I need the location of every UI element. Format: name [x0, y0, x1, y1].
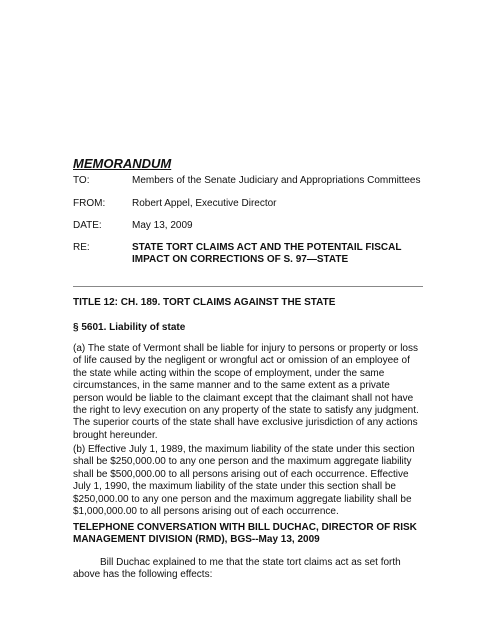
from-label: FROM: [73, 198, 106, 209]
section-heading: § 5601. Liability of state [73, 322, 186, 333]
re-line-2: IMPACT ON CORRECTIONS OF S. 97—STATE [132, 254, 349, 265]
to-label: TO: [73, 175, 90, 186]
paragraph-a: (a) The state of Vermont shall be liable for injury to persons or property or loss of life caused by the negligent or wrongful act or omission of an employee of the state while acting within the scope of employment, under the same circumstances, in the same manner and to the same extent as a private person would be liable to the claimant except that the claimant shall not have the right to levy execution on any property of the state to satisfy any judgment. The superior courts of the state shall have exclusive jurisdiction of any actions brought hereunder. [73, 343, 419, 441]
date-value: May 13, 2009 [132, 220, 193, 231]
paragraph-b: (b) Effective July 1, 1989, the maximum liability of the state under this section shall be $250,000.00 to any one person and the maximum aggregate liability shall be $500,000.00 to all persons arising out of each occurrence. Effective July 1, 1990, the maximum liability of the state under this section shall be $250,000.00 to any one person and the maximum aggregate liability shall be $1,000,000.00 to all persons arising out of each occurrence. [73, 444, 415, 518]
date-label: DATE: [73, 220, 102, 231]
from-value: Robert Appel, Executive Director [132, 198, 277, 209]
phone-paragraph: Bill Duchac explained to me that the state tort claims act as set forth above has the following effects: [73, 557, 401, 581]
title-heading: TITLE 12: CH. 189. TORT CLAIMS AGAINST THE STATE [73, 297, 336, 308]
re-line-1: STATE TORT CLAIMS ACT AND THE POTENTAIL FISCAL [132, 242, 402, 253]
phone-heading: TELEPHONE CONVERSATION WITH BILL DUCHAC, DIRECTOR OF RISK MANAGEMENT DIVISION (RMD), BGS--May 13, 2009 [73, 522, 417, 546]
divider-rule [73, 286, 423, 287]
re-label: RE: [73, 242, 90, 253]
memo-heading: MEMORANDUM [73, 156, 172, 171]
to-value: Members of the Senate Judiciary and Appropriations Committees [132, 175, 421, 186]
